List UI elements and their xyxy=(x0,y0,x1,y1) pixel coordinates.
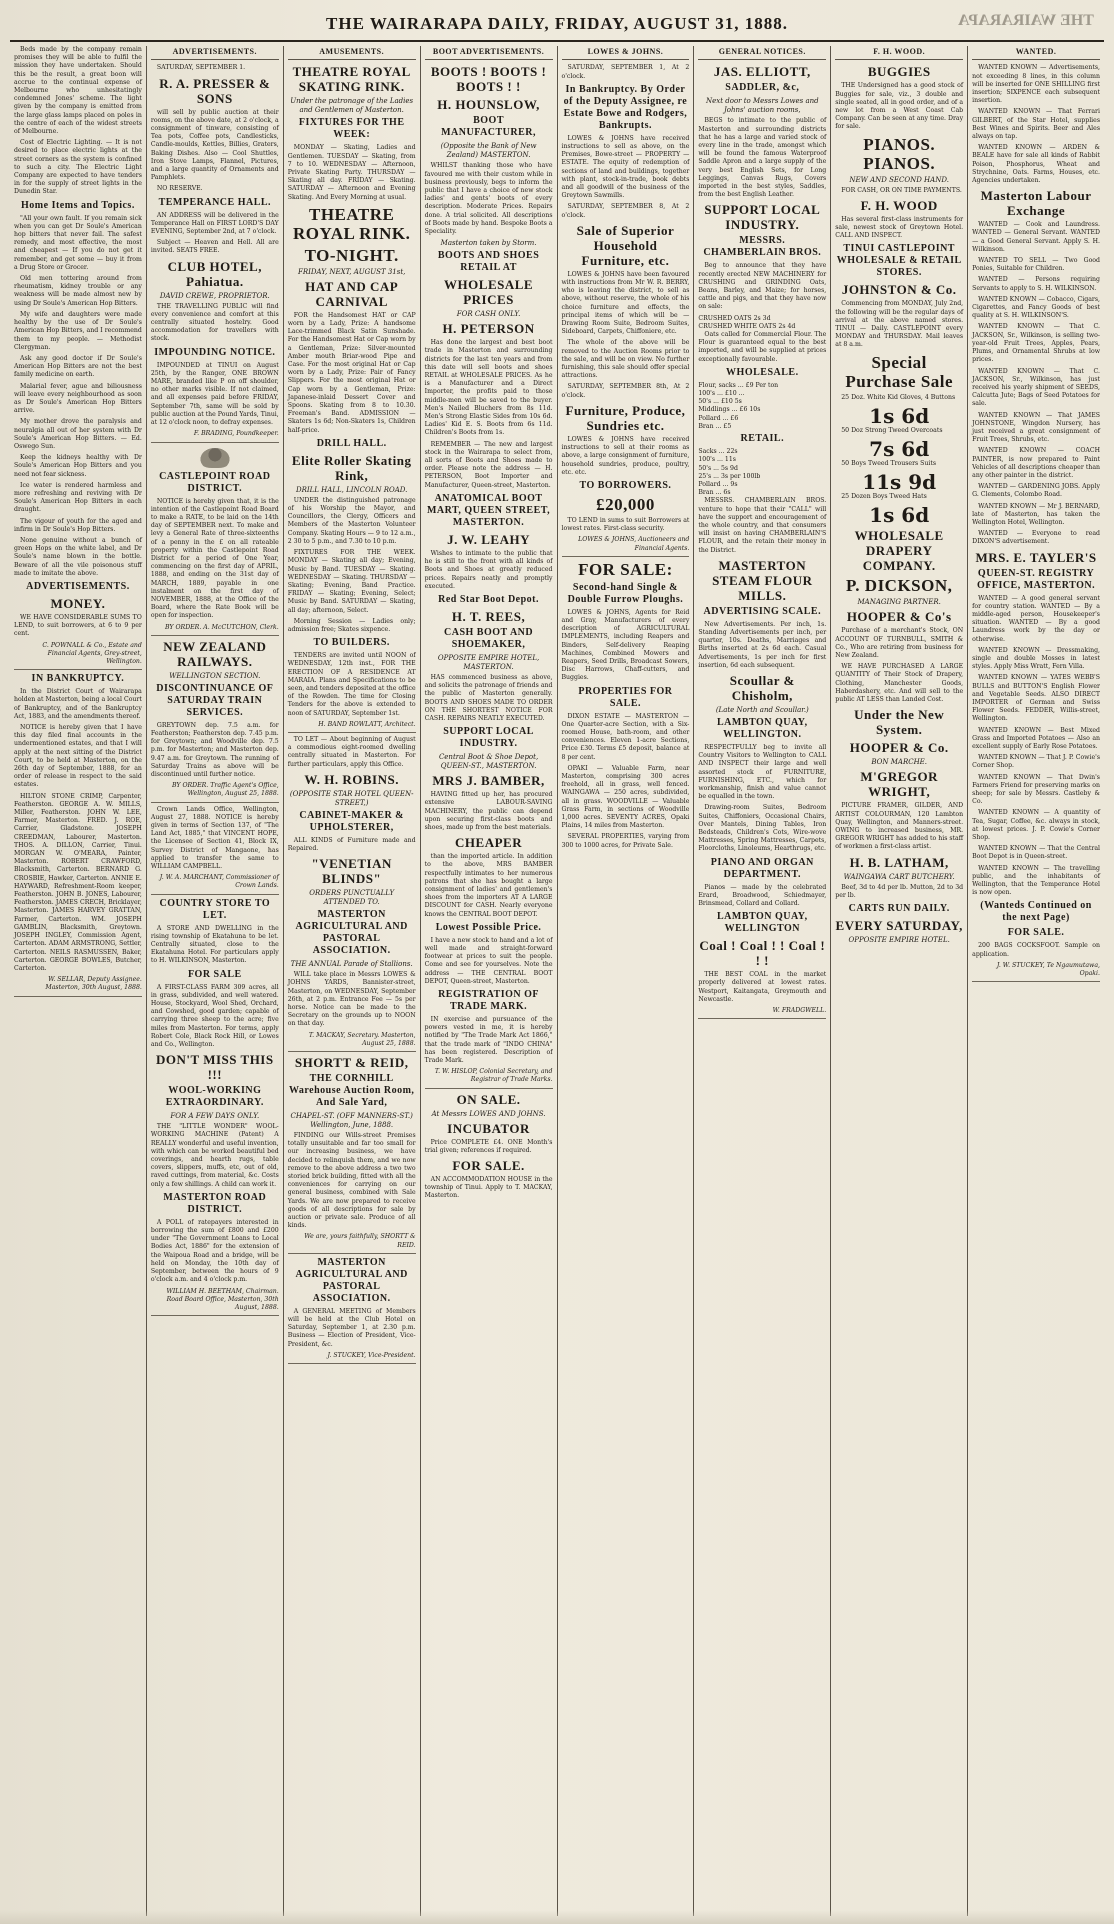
ad-heading: TEMPERANCE HALL. xyxy=(158,196,272,208)
article-paragraph: My mother drove the paralysis and neuralgia all out of her system with Dr Soule's American Hop Bitters. — Ed. Oswego Sun. xyxy=(14,418,142,450)
article-paragraph: The vigour of youth for the aged and infirm in Dr Soule's Hop Bitters. xyxy=(14,517,142,533)
price-line: CRUSHED WHITE OATS 2s 4d xyxy=(698,322,796,330)
ad-heading: TO BORROWERS. xyxy=(579,479,672,491)
article-paragraph: BEGS to intimate to the public of Masterton and surrounding districts that he has a large and varied stock of every line in the trade, amongst which will be found the famous Waterproof Saddle Apron and a large supply of the very best English Sets, for Long Leggings, Canvas Rugs, Covers imported in the best styles, Saddles, from the best English Leather. xyxy=(698,117,827,199)
ad-heading: £20,000 xyxy=(596,494,655,514)
article-paragraph: LOWES & JOHNS have been favoured with instructions from Mr W. R. BERRY, who is leaving the district, to sell as above, without reserve, the whole of his choice furniture and effects, the principal items of which will be — Drawing Room Suite, Bedroom Suites, Sideboard, Carpets, Chiffoniere, etc. xyxy=(561,270,690,336)
newspaper-column xyxy=(558,46,695,1916)
article-paragraph: FOR CASH, OR ON TIME PAYMENTS. xyxy=(841,186,962,194)
ad-divider xyxy=(14,996,142,997)
ad-signature: LOWES & JOHNS, Auctioneers and Financial Agents. xyxy=(578,536,690,552)
article-paragraph: IMPOUNDED at TINUI on August 25th, by the Ranger, ONE BROWN MARE, branded like P on off shoulder, no other marks visible. If not claimed, and all expenses paid before FRIDAY, September 7th, same will be sold by public auction at the Pound Yards, Tinui, at 12 o'clock noon, to defray expenses. xyxy=(150,361,279,427)
ad-heading: FOR SALE: xyxy=(578,559,673,579)
ad-heading: FOR SALE. xyxy=(452,1158,525,1174)
article-paragraph: Wishes to intimate to the public that he is still to the front with all kinds of Boots and Shoes at greatly reduced prices. Repairs neatly and promptly executed. xyxy=(424,549,553,590)
article-paragraph: Crown Lands Office, Wellington, August 27, 1888. NOTICE is hereby given in terms of Section 137, of "The Land Act, 1885," that VINCENT HOPE, the Licensee of Section 41, Block IX, Survey District of Mangaone, has applied to transfer the same to WILLIAM CAMPBELL. xyxy=(150,805,279,870)
ad-heading: MASTERTON STEAM FLOUR MILLS. xyxy=(712,557,813,603)
article-paragraph: LOWES & JOHNS have received instructions to sell at their rooms as above, a large consignment of furniture, household sundries, produce, poultry, etc. etc. xyxy=(561,435,690,476)
ad-heading: THEATRE ROYAL RINK. xyxy=(293,204,411,243)
article-paragraph: Drawing-room Suites, Bedroom Suites, Chiffoniers, Occasional Chairs, Over Mantels, Dining Tables, Iron Bedsteads, Children's Cots, Wire-wove Mattresses, Spring Mattresses, Carpets, Floorcloths, Linoleums, Hearthrugs, etc. xyxy=(698,804,827,853)
ad-subheading: Central Boot & Shoe Depot, QUEEN-ST., MASTERTON. xyxy=(438,753,539,771)
article-paragraph: Purchase of a merchant's Stock, ON ACCOUNT OF TURNBULL, SMITH & Co., Who are retiring from business for New Zealand. xyxy=(835,627,964,660)
ad-signature: T. W. HISLOP, Colonial Secretary, and Registrar of Trade Marks. xyxy=(434,1068,553,1084)
ad-divider xyxy=(288,1253,416,1254)
price-figure: 7s 6d xyxy=(869,437,930,462)
ad-divider xyxy=(288,1051,416,1052)
article-paragraph: UNDER the distinguished patronage of his Worship the Mayor, and Councillors, the Clergy, Officers and Members of the Masterton Volunteer Company. Skating Hours — 9 to 12 a.m., 2 30 to 5 p.m., and 7.30 to 10 p.m. xyxy=(287,496,416,545)
article-paragraph: WANTED KNOWN — Mr J. BERNARD, late of Masterton, has taken the Wellington Hotel, Wellington. xyxy=(972,502,1100,526)
article-paragraph: Beds made by the company remain promises they will be able to fulfil the mission they have undertaken. Should this be the result, a great boon will accrue to the continual expense of Melbourne who unhesitatingly condemned Jones' scheme. The light given by the company is emitted from the large glass lamps placed on poles in the centre of each of the widest streets of Melbourne. xyxy=(14,46,142,136)
article-paragraph: The whole of the above will be removed to the Auction Rooms prior to the sale, and will be on view. No further furnishing, this sale should offer special attractions. xyxy=(561,339,690,380)
article-paragraph: 200 BAGS COCKSFOOT. Sample on application. xyxy=(972,942,1100,958)
article-paragraph: TENDERS are invited until NOON of WEDNESDAY, 12th inst., FOR THE ERECTION OF A RESIDENCE AT MARAIA. Plans and Specifications to be seen, and tenders deposited at the office of the Rowden. The time for Closing Tenders for the above is extended to noon of SATURDAY, September 1st. xyxy=(287,652,416,717)
ad-heading: In Bankruptcy. By Order of the Deputy Assignee, re Estate Bowe and Rodgers, Bankrupts. xyxy=(563,83,688,131)
columns-container xyxy=(10,46,1104,1916)
ad-heading: MASTERTON AGRICULTURAL AND PASTORAL ASSOCIATION. xyxy=(295,1256,408,1304)
column-heading: ADVERTISEMENTS. xyxy=(151,46,279,60)
ad-heading: Lowest Possible Price. xyxy=(435,921,542,933)
article-paragraph: HAVING fitted up her, has procured extensive LABOUR-SAVING MACHINERY, the public can depend upon securing first-class boots and shoes, made up from the best materials. xyxy=(424,791,553,831)
article-paragraph: WANTED KNOWN — Advertisements, not exceeding 8 lines, in this column will be inserted for ONE SHILLING first insertion; SIXPENCE each subsequent insertion. xyxy=(972,64,1100,105)
ad-heading: PROPERTIES FOR SALE. xyxy=(578,685,673,709)
ad-signature: C. POWNALL & Co., Estate and Financial Agents, Grey-street, Wellington. xyxy=(42,641,142,665)
ad-heading: TO-NIGHT. xyxy=(304,245,399,265)
ad-subheading: FOR CASH ONLY. xyxy=(456,310,521,319)
ad-heading: R. A. PRESSER & SONS xyxy=(159,75,271,106)
ad-subheading: NEW AND SECOND HAND. xyxy=(849,175,949,184)
ad-subheading: Masterton taken by Storm. xyxy=(440,239,537,248)
ad-heading: Home Items and Topics. xyxy=(21,199,135,211)
price-line: Bran ... 6s xyxy=(698,489,731,497)
ad-heading: WOOL-WORKING EXTRAORDINARY. xyxy=(165,1085,264,1109)
ad-subheading: FRIDAY, NEXT, AUGUST 31st, xyxy=(297,267,406,276)
ad-heading: SADDLER, &c, xyxy=(725,82,800,94)
article-paragraph: AN ACCOMMODATION HOUSE in the township of Tinui. Apply to T. MACKAY, Masterton. xyxy=(424,1176,553,1200)
ad-heading: PIANOS. PIANOS. xyxy=(863,134,936,173)
ad-heading: TINUI CASTLEPOINT WHOLESALE & RETAIL STORES. xyxy=(836,243,962,279)
ad-heading: Special Purchase Sale xyxy=(845,352,954,391)
article-paragraph: Subject — Heaven and Hell. All are invited. SEATS FREE. xyxy=(150,239,279,255)
ad-signature: W. FRADGWELL. xyxy=(772,1007,827,1015)
ad-heading: IN BANKRUPTCY. xyxy=(31,673,125,685)
article-paragraph: FINDING our Wills-street Premises totally unsuitable and far too small for our increasing business, we have decided to relinquish them, and we now remove to the above address a two two storied brick building, fitted with all the conveniences for carrying on our general business, combined with Sale Yards. We are now prepared to receive goods of all descriptions for sale by auction or private sale. Produce of all kinds. xyxy=(287,1132,416,1230)
ad-heading: REGISTRATION OF TRADE MARK. xyxy=(438,988,540,1012)
article-paragraph: TO LET — About beginning of August a commodious eight-roomed dwelling centrally situated in Masterton. For further particulars, apply this Office. xyxy=(287,735,416,768)
ad-subheading: DRILL HALL, LINCOLN ROAD. xyxy=(296,485,408,494)
ad-heading: Red Star Boot Depot. xyxy=(438,593,540,605)
ad-subheading: CHAPEL-ST. (OFF MANNERS-ST.) Wellington, June, 1888. xyxy=(290,1112,413,1129)
newspaper-column xyxy=(284,46,421,1916)
ad-heading: DRILL HALL. xyxy=(316,437,387,449)
article-paragraph: WANTED KNOWN — A quantity of Tea, Sugar, Coffee, &c. always in stock, at lowest prices. J. P. Cowie's Corner Shop. xyxy=(972,809,1100,842)
article-paragraph: Malarial fever, ague and biliousness will leave every neighbourhood as soon as Dr Soule's American Hop Bitters arrive. xyxy=(14,382,142,415)
ad-heading: H. PETERSON xyxy=(442,321,535,337)
article-paragraph: Has done the largest and best boot trade in Masterton and surrounding districts for the last ten years and from this date will sell boots and shoes RETAIL at WHOLESALE PRICES. As he is a Manufacturer and a Direct Importer, the profits paid to those middle-men will be saved to the buyer. Men's Nailed Bluchers from 8s 11d. Men's Strong Elastic Sides from 10s 6d. Ladies' Kid E. S. Boots from 6s 11d. Children's Boots from 1s. xyxy=(424,339,553,437)
ad-heading: CARTS RUN DAILY. xyxy=(848,902,950,914)
ad-divider xyxy=(972,981,1100,982)
ad-heading: J. W. LEAHY xyxy=(447,531,530,547)
article-paragraph: My wife and daughters were made healthy by the use of Dr Soule's American Hop Bitters, and I recommend them to my people. — Methodist Clergyman. xyxy=(14,310,142,351)
article-paragraph: None genuine without a bunch of green Hops on the white label, and Dr Soule's name blown in the bottle. Beware of all the vile poisonous stuff made to imitate the above. xyxy=(14,536,142,577)
ad-heading: Masterton Labour Exchange xyxy=(980,188,1092,219)
article-paragraph: "All your own fault. If you remain sick when you can get Dr Soule's American hop bitters that never fail. The safest remedy, and most effective, the most and cheapest — If you do not get it remember, and get some — buy it from a Drug Store or Grocer. xyxy=(14,214,142,271)
article-paragraph: Beg to announce that they have recently erected NEW MACHINERY for CRUSHING and GRINDING Oats, Beans, Barley, and Maize; for horses, cattle and pigs, and that they have now on sale: xyxy=(698,262,827,311)
article-paragraph: WANTED — Everyone to read DIXON'S advertisement. xyxy=(972,530,1100,546)
ad-heading: BUGGIES xyxy=(867,64,931,80)
ad-subheading: MANAGING PARTNER. xyxy=(857,598,941,607)
article-paragraph: WE HAVE CONSIDERABLE SUMS TO LEND, to suit borrowers, at 6 to 9 per cent. xyxy=(14,613,142,638)
article-paragraph: FOR the Handsomest HAT or CAP worn by a Lady, Prize: A handsome Lace-trimmed Black Satin Sunshade. For the Handsomest Hat or Cap worn by a Gentleman, Prize: Silver-mounted Amber mouth Briar-wood Pipe and Case. For the most original Hat or Cap worn by a Lady, Prize: Pair of Fancy Slippers. For the most original Hat or Cap worn by a Gentleman, Prize: Japanese-inlaid Dessert Cover and Spoons. Skating from 8 to 10.30. Freeman's Band. ADMISSION — Skaters 1s 6d; Non-Skaters 1s, Children half-price. xyxy=(287,311,416,434)
ad-heading: BOOT MANUFACTURER, xyxy=(441,115,537,139)
article-paragraph: Oats called for Commercial Flour. The Flour is guaranteed equal to the best imported, and will be supplied at prices exceptionally favourable. xyxy=(698,331,827,363)
article-paragraph: 50 Boys Tweed Trousers Suits xyxy=(841,460,937,468)
article-paragraph: LOWES & JOHNS have received instructions to sell as above, on the Premises, Bowe-street — PROPERTY — ESTATE. The equity of redemption of sections of land and buildings, together with plant, stock-in-trade, book debts and all goodwill of the business of the Greytown Sawmills. xyxy=(561,134,690,200)
ad-subheading: DAVID CREWE, PROPRIETOR. xyxy=(159,291,270,300)
article-paragraph: WANTED KNOWN — That Ferrari GILBERT, of the Star Hotel, supplies Best Wines and Spirits. Beer and Ales always on tap. xyxy=(972,108,1100,141)
ad-heading: FOR SALE. xyxy=(1007,927,1065,939)
price-line: Pollard ... £6 xyxy=(698,414,739,422)
price-line: 25's ... 3s per 100lb xyxy=(698,472,761,480)
column-heading: WANTED. xyxy=(972,46,1100,60)
ad-heading: MASTERTON ROAD DISTRICT. xyxy=(163,1191,267,1215)
ad-heading: H. T. REES, xyxy=(451,608,526,624)
ad-heading: WHOLESALE DRAPERY COMPANY. xyxy=(854,528,944,574)
ad-heading: CABINET-MAKER & UPHOLSTERER, xyxy=(299,809,404,833)
article-paragraph: WANTED TO SELL — Two Good Ponies, Suitable for Children. xyxy=(972,257,1100,273)
ad-signature: T. MACKAY, Secretary. Masterton, August 25, 1888. xyxy=(308,1031,416,1047)
ad-subheading: OPPOSITE EMPIRE HOTEL, MASTERTON. xyxy=(437,653,540,671)
ad-subheading: (Opposite the Bank of New Zealand) MASTERTON. xyxy=(440,142,537,160)
ad-heading: RETAIL. xyxy=(740,433,785,445)
ad-heading: ADVERTISEMENTS. xyxy=(26,580,130,592)
ad-heading: QUEEN-ST. REGISTRY OFFICE, MASTERTON. xyxy=(976,567,1096,591)
article-paragraph: WANTED KNOWN — That the Central Boot Depot is in Queen-street. xyxy=(972,845,1100,861)
newspaper-column xyxy=(147,46,284,1916)
article-paragraph: THE Undersigned has a good stock of Buggies for sale, viz., 3 double and single seated, all in good order, and of a new lot from a West Coast Cab Company. Can be seen at any time. Dray for sale. xyxy=(835,82,964,131)
article-paragraph: Morning Session — Ladies only; admission free; Skates sixpence. xyxy=(287,617,416,633)
ad-heading: ADVERTISING SCALE. xyxy=(703,605,822,617)
ad-divider xyxy=(425,1088,553,1089)
ad-heading: Coal ! Coal ! ! Coal ! ! ! xyxy=(699,938,826,969)
ad-heading: IMPOUNDING NOTICE. xyxy=(154,346,276,358)
ad-heading: Second-hand Single & Double Furrow Ploughs. xyxy=(567,581,684,605)
ad-heading: JOHNSTON & Co. xyxy=(841,282,957,298)
article-paragraph: WE HAVE PURCHASED A LARGE QUANTITY of Their Stock of Drapery, Clothing, Manchester Goods, Haberdashery, etc. And will sell to the public AT LESS than Landed Cost. xyxy=(835,663,964,704)
ad-heading: DISCONTINUANCE OF SATURDAY TRAIN SERVICES. xyxy=(156,682,274,718)
ad-heading: THEATRE ROYAL SKATING RINK. xyxy=(292,64,411,95)
ad-divider xyxy=(151,894,279,895)
article-paragraph: NO RESERVE. xyxy=(156,185,203,193)
article-paragraph: WANTED — Cook and Laundress. WANTED — General Servant. WANTED — a Good General Servant. Apply S. H. Wilkinson. xyxy=(972,221,1100,253)
article-paragraph: OPAKI — Valuable Farm, near Masterton, comprising 300 acres freehold, all in grass, well fenced. WAINGAWA — 250 acres, subdivided, all in grass. WOODVILLE — Valuable Grass Farm, in sections of Woodville 1,000 acres. SEVENTY ACRES, Opaki Plains, 14 miles from Masterton. xyxy=(561,764,690,830)
ad-heading: P. DICKSON, xyxy=(845,576,953,596)
article-paragraph: IN exercise and pursuance of the powers vested in me, it is hereby notified by "The Trade Mark Act 1866," that the trade mark of "INDO CHINA" has been registered. Description of Trade Mark. xyxy=(424,1015,553,1064)
ad-signature: W. SELLAR, Deputy Assignee. Masterton, 30th August, 1888. xyxy=(45,976,142,992)
ad-subheading: OPPOSITE EMPIRE HOTEL. xyxy=(848,935,950,944)
ad-divider xyxy=(151,1315,279,1316)
ad-heading: TO BUILDERS. xyxy=(313,637,390,649)
ad-subheading: WAINGAWA CART BUTCHERY. xyxy=(843,872,955,881)
article-paragraph: Commencing from MONDAY, July 2nd, the following will be the regular days of arrival at the above named stores. TINUI — Daily. CASTLEPOINT every MONDAY and THURSDAY. Mail leaves at 8 a.m. xyxy=(835,300,964,349)
ad-heading: BOOTS AND SHOES RETAIL AT xyxy=(437,250,540,274)
ad-heading: MONEY. xyxy=(50,595,106,611)
ad-heading: FIXTURES FOR THE WEEK: xyxy=(298,117,405,141)
ad-signature: J. W. STUCKEY, Te Ngaumutawa, Opaki. xyxy=(996,961,1100,978)
ad-divider xyxy=(288,732,416,733)
price-line: Pollard ... 9s xyxy=(698,480,738,488)
ad-heading: PIANO AND ORGAN DEPARTMENT. xyxy=(710,856,814,880)
article-paragraph: A GENERAL MEETING of Members will be held at the Club Hotel on Saturday, September 1, at 2.30 p.m. Business — Election of President, Vice-President, &c. xyxy=(287,1307,416,1348)
ad-heading: M'GREGOR WRIGHT, xyxy=(860,769,939,800)
price-line: 50's ... £10 5s xyxy=(698,398,742,406)
article-paragraph: 25 Doz. White Kid Gloves, 4 Buttons xyxy=(841,393,956,401)
ad-subheading: BON MARCHE. xyxy=(871,758,928,767)
ad-heading: WHOLESALE. xyxy=(726,366,799,378)
mirrored-bleed-text: THE WAIRARAPA xyxy=(958,12,1094,29)
ad-heading: CHEAPER xyxy=(455,835,523,851)
newspaper-column xyxy=(421,46,558,1916)
ad-heading: EVERY SATURDAY, xyxy=(835,917,963,933)
article-paragraph: HAS commenced business as above, and solicits the patronage of friends and the public of Masterton generally. BOOTS AND SHOES MADE TO ORDER ON THE SHORTEST NOTICE FOR CASH. REPAIRS NEATLY EXECUTED. xyxy=(424,673,553,722)
ad-heading: INCUBATOR xyxy=(447,1120,530,1136)
ad-subheading: WELLINGTON SECTION. xyxy=(169,671,261,680)
ad-subheading: ORDERS PUNCTUALLY ATTENDED TO. xyxy=(309,889,395,907)
article-paragraph: SATURDAY, SEPTEMBER 8, At 2 o'clock. xyxy=(561,203,690,219)
article-paragraph: Pianos — made by the celebrated Erard, Broadwood, Schiedmayer, Brinsmead, Collard and Collard. xyxy=(698,883,827,907)
article-paragraph: Old men tottering around from rheumatism, kidney trouble or any weakness will be made almost new by using Dr Soule's American Hop Bitters. xyxy=(14,275,142,307)
article-paragraph: WANTED KNOWN — That Dwin's Farmers Friend for preserving marks on sheep; for sale by Messrs. Castleby & Co. xyxy=(972,773,1100,806)
price-figure: 1s 6d xyxy=(869,503,930,528)
column-heading: BOOT ADVERTISEMENTS. xyxy=(425,46,553,60)
article-paragraph: SEVERAL PROPERTIES, varying from 300 to 1000 acres, for Private Sale. xyxy=(561,833,690,849)
page-edge xyxy=(0,1910,1114,1924)
article-paragraph: A STORE AND DWELLING in the rising township of Ekatahuna to be let. Centrally situated, close to the Ekatahuna Hotel. For particulars apply to H. WILKINSON, Masterton. xyxy=(150,924,279,965)
price-line: Sacks ... 22s xyxy=(698,448,738,456)
ad-divider xyxy=(151,635,279,636)
article-paragraph: SATURDAY, SEPTEMBER 1. xyxy=(156,64,246,72)
article-paragraph: WILL take place in Messrs LOWES & JOHNS YARDS, Bannister-street, Masterton, on WEDNESDAY, September 26th, at 2 p.m. Entrance Fee — 5s per horse. Notice can be made to the Secretary on the grounds up to NOON on that day. xyxy=(287,971,416,1028)
article-paragraph: MONDAY — Skating, Ladies and Gentlemen. TUESDAY — Skating, from 7 to 10. WEDNESDAY — Afternoon, Private Skating Party. THURSDAY — Skating all day. FRIDAY — Skating. SATURDAY — Afternoon and Evening Skating. And Every Morning at usual. xyxy=(287,144,416,201)
ad-divider xyxy=(562,556,690,557)
ad-heading: H. B. LATHAM, xyxy=(849,854,949,870)
article-paragraph: Has several first-class instruments for sale, newest stock of Greytown Hotel. CALL AND INSPECT. xyxy=(835,215,964,240)
article-paragraph: WANTED KNOWN — Best Mixed Grass and Imported Potatoes — Also an excellent supply of Early Rose Potatoes. xyxy=(972,726,1100,751)
column-heading: LOWES & JOHNS. xyxy=(562,46,690,60)
ad-divider xyxy=(698,1018,826,1019)
column-heading: F. H. WOOD. xyxy=(835,46,963,60)
article-paragraph: WANTED KNOWN — Dressmaking, single and double Mosses in latest styles. Apply Miss Wratt, Fern Villa. xyxy=(972,646,1100,671)
article-paragraph: WANTED KNOWN — That C. JACKSON, Sr., Wilkinson, has just received his yearly shipment of SEEDS, Calcutta Jute; Bags of Seed Potatoes for sale. xyxy=(972,367,1100,408)
article-paragraph: HILTON STONE CRIMP, Carpenter, Featherston. GEORGE A. W. MILLS, Miller, Featherston. JOHN W. LEE, Farmer, Masterton. FRED. J. ROE, Carrier, Gladstone. JOSEPH CREEDMAN, Labourer, Masterton. THOS. A. DILLON, Carrier, Tinui. MORGAN W. O'MEARA, Painter, Masterton. ROBERT CRAWFORD, Blacksmith, Carterton. BERNARD G. CROSBIE, Hawker, Carterton. ANNIE E. HAYWARD, Refreshment-Room keeper, Featherston. JOHN B. JONES, Labourer, Featherston. JAMES CRECH, Bricklayer, Masterton. JAMES HARVEY GRATTAN, Farmer, Carterton. WM. JOSEPH GAMBLIN, Blacksmith, Greytown. JOSEPH INGLEY, Commission Agent, Carterton. ADAM ARMSTRONG, Settler, Carterton. NEILS RASMUSSEN, Baker, Carterton. GEORGE BOWLES, Butcher, Carterton. xyxy=(14,792,142,972)
newspaper-column xyxy=(968,46,1104,1916)
ad-heading: WHOLESALE PRICES xyxy=(444,277,534,308)
article-paragraph: AN ADDRESS will be delivered in the Temperance Hall on FIRST LORD'S DAY EVENING, September 2nd, at 7 o'clock. xyxy=(150,211,279,236)
price-line: Bran ... £5 xyxy=(698,422,732,430)
paper-title: THE WAIRARAPA DAILY, FRIDAY, AUGUST 31, 1888. xyxy=(326,14,788,33)
article-paragraph: DIXON ESTATE — MASTERTON — One Quarter-acre Section, with a Six-roomed House, bath-room, and other conveniences. Eleven 1-acre Sections, Price £30. Terms £5 deposit, balance at 8 per cent. xyxy=(561,712,690,761)
ad-heading: Under the New System. xyxy=(854,707,945,738)
ad-signature: H. BAND ROWLATT, Architect. xyxy=(318,720,416,728)
article-paragraph: than the imported article. In addition to the above, MRS BAMBER respectfully intimates to her numerous patrons that she has bought a large consignment of ladies' and gentlemen's shoes from the importers AT A LARGE DISCOUNT for CASH. Nearly everyone knows the CENTRAL BOOT DEPOT. xyxy=(424,853,553,918)
article-paragraph: Cost of Electric Lighting. — It is not desired to place electric lights at the street corners as the system is confined to such a city. The Electric Light Company are expected to have tenders in for the supply of street lights in the Dunedin Star. xyxy=(14,139,142,196)
price-line: Flour, sacks ... £9 Per ton xyxy=(698,381,779,389)
article-paragraph: WANTED KNOWN — That JAMES JOHNSTONE, Wingdon Nursery, has just received a great consignment of Fruit Trees, Shrubs, etc. xyxy=(972,411,1100,444)
ad-signature: J. W. A. MARCHANT, Commissioner of Crown Lands. xyxy=(159,874,279,890)
price-line: 50's ... 5s 9d xyxy=(698,464,738,472)
ad-subheading: FOR A FEW DAYS ONLY. xyxy=(170,1112,260,1121)
ad-heading: FOR SALE xyxy=(187,968,242,980)
article-paragraph: A POLL of ratepayers interested in borrowing the sum of £800 and £200 under "The Government Loans to Local Bodies Act, 1886" for the extension of the Waipoua Road and a bridge, will be held on Monday, the 10th day of September, between the hours of 9 o'clock a.m. and 4 o'clock p.m. xyxy=(150,1218,279,1284)
article-paragraph: THE TRAVELLING PUBLIC will find every convenience and comfort at this centrally situated hostelry. Good accommodation for travellers with stock. xyxy=(150,302,279,343)
ad-heading: COUNTRY STORE TO LET. xyxy=(159,897,271,921)
newspaper-column xyxy=(831,46,968,1916)
article-paragraph: WANTED KNOWN — COACH PAINTER, is now prepared to Paint Vehicles of all descriptions cheaper than any other painter in the district. xyxy=(972,447,1100,479)
article-paragraph: NOTICE is hereby given that I have this day filed final accounts in the undermentioned estates, and that I will apply at the next sitting of the District Court, to be held at Masterton, on the 26th day of September, 1888, for an order of release in respect to the said estates. xyxy=(14,724,142,789)
article-paragraph: WANTED KNOWN — That J. P. Cowie's Corner Shop. xyxy=(972,754,1100,770)
ad-heading: HOOPER & Co's xyxy=(846,609,952,625)
newspaper-column xyxy=(694,46,831,1916)
price-line: Middlings ... £6 10s xyxy=(698,406,761,414)
ad-heading: THE CORNHILL Warehouse Auction Room, And Sale Yard, xyxy=(288,1073,415,1108)
article-paragraph: WANTED KNOWN — That C. JACKSON, Sr., Wilkinson, is selling two-year-old Fruit Trees, Apples, Pears, Plums, and Ornamental Shrubs at low prices. xyxy=(972,323,1100,364)
article-paragraph: RESPECTFULLY beg to invite all Country Visitors to Wellington to CALL AND INSPECT their large and well assorted stock of FURNITURE, FURNISHING, ETC., which for workmanship, finish and value cannot be equalled in the town. xyxy=(698,743,827,801)
ad-heading: Elite Roller Skating Rink, xyxy=(291,452,412,483)
article-paragraph: I have a new stock to hand and a lot of well made and straight-forward footwear at prices to suit the people. Come and see for yourselves. Note the address — THE CENTRAL BOOT DEPOT, Queen-street, Masterton. xyxy=(424,936,553,985)
article-paragraph: ALL KINDS of Furniture made and Repaired. xyxy=(287,836,416,852)
ad-subheading: (Late North and Scoullar.) xyxy=(715,705,809,714)
ad-signature: F. BRADING, Poundkeeper. xyxy=(193,430,279,438)
article-paragraph: WANTED — GARDENING JOBS. Apply G. Clements, Colombo Road. xyxy=(972,483,1100,499)
column-heading: AMUSEMENTS. xyxy=(288,46,416,60)
price-line: CRUSHED OATS 2s 3d xyxy=(698,314,771,322)
ad-heading: MESSRS. CHAMBERLAIN BROS. xyxy=(703,235,822,259)
ad-heading: "VENETIAN BLINDS" xyxy=(311,856,392,887)
ad-heading: LAMBTON QUAY, WELLINGTON xyxy=(717,911,808,935)
price-line: 100's ... £10 ... xyxy=(698,390,745,398)
ad-heading: JAS. ELLIOTT, xyxy=(713,64,811,80)
article-paragraph: PICTURE FRAMER, GILDER, AND ARTIST COLOURMAN, 120 Lambton Quay, Wellington, and Manners-street. OWING to increased business, MR. GREGOR WRIGHT has added to his staff of workmen a first-class artist. xyxy=(835,802,964,851)
ad-heading: W. H. ROBINS. xyxy=(304,771,399,787)
ad-divider xyxy=(288,1363,416,1364)
ad-heading: (Wanteds Continued on the next Page) xyxy=(980,900,1092,924)
ad-subheading: Under the patronage of the Ladies and Gentlemen of Masterton. xyxy=(290,97,414,115)
ad-divider xyxy=(151,442,279,443)
ad-heading: CASTLEPOINT ROAD DISTRICT. xyxy=(159,470,271,494)
ad-divider xyxy=(151,802,279,803)
ad-heading: ON SALE. xyxy=(456,1091,521,1107)
ad-heading: MRS. E. TAYLER'S xyxy=(975,549,1097,565)
coat-of-arms-icon xyxy=(198,446,232,468)
ad-heading: SHORTT & REID, xyxy=(294,1055,409,1070)
price-figure: 11s 9d xyxy=(862,470,937,495)
ad-heading: HOOPER & Co. xyxy=(849,740,949,756)
ad-heading: SUPPORT LOCAL INDUSTRY. xyxy=(704,202,821,233)
article-paragraph: THE BEST COAL in the market properly delivered at lowest rates. Westport, Kaitangata, Greymouth and Newcastle. xyxy=(698,971,827,1003)
ad-heading: HAT AND CAP CARNIVAL xyxy=(305,278,399,309)
article-paragraph: WANTED KNOWN — Cobacco, Cigars, Cigarettes, and Fancy Goods of best quality at S. H. WILKINSON'S. xyxy=(972,295,1100,320)
ad-heading: CASH BOOT AND SHOEMAKER, xyxy=(444,626,534,650)
article-paragraph: WANTED KNOWN — YATES WEBB'S BULLS and BUTTON'S English Flower and Vegetable Seeds. ALSO DIRECT IMPORTER of German and Swiss Flower Seeds. FEDDER, Willis-street, Wellington. xyxy=(972,674,1100,723)
article-paragraph: will sell by public auction at their rooms, on the above date, at 2 o'clock, a consignment of tinware, consisting of Tea pots, Coffee pots, Candlesticks, Candle-moulds, Kettles, Billies, Graters, Baking Dishes. Also — Cool Shuttles, Iron Stove Lamps, Flannel, Pictures, and a large quantity of Ornaments and Pamphlets. xyxy=(150,108,279,182)
ad-signature: WILLIAM H. BEETHAM, Chairman. Road Board Office, Masterton, 30th August, 1888. xyxy=(166,1287,279,1311)
ad-heading: MASTERTON AGRICULTURAL AND PASTORAL ASSOCIATION. xyxy=(295,909,408,957)
ad-signature: J. STUCKEY, Vice-President. xyxy=(327,1351,416,1359)
article-paragraph: In the District Court of Wairarapa holden at Masterton, being a local Court of Bankruptcy, and of the Bankruptcy Act, 1883, and the amendments thereof. xyxy=(14,688,142,720)
ad-heading: ANATOMICAL BOOT MART, QUEEN STREET, MASTERTON. xyxy=(426,492,551,528)
ad-heading: MRS J. BAMBER, xyxy=(432,773,545,789)
newspaper-column xyxy=(10,46,147,1916)
article-paragraph: New Advertisements. Per inch, 1s. Standing Advertisements per inch, per quarter, 10s. Deaths, Marriages and Births inserted at 2s 6d each. Casual Advertisements, 1s per inch for first insertion, 6d each subsequent. xyxy=(698,620,827,669)
column-heading: GENERAL NOTICES. xyxy=(698,46,826,60)
ad-signature: BY ORDER. A. McCUTCHON, Clerk. xyxy=(164,623,279,631)
article-paragraph: Ask any good doctor if Dr Soule's American Hop Bitters are not the best family medicine on earth. xyxy=(14,354,142,379)
article-paragraph: WANTED KNOWN — The travelling public, and the inhabitants of Wellington, that the Temperance Hotel is now open. xyxy=(972,864,1100,897)
article-paragraph: 50 Doz Strong Tweed Overcoats xyxy=(841,426,943,434)
ad-heading: SUPPORT LOCAL INDUSTRY. xyxy=(443,726,534,750)
price-line: 100's ... 11s xyxy=(698,456,736,464)
ad-heading: F. H. WOOD xyxy=(860,197,938,213)
ad-heading: LAMBTON QUAY, WELLINGTON. xyxy=(717,716,808,740)
article-paragraph: WANTED — Persons requiring Servants to apply to S. H. WILKINSON. xyxy=(972,276,1100,292)
ad-heading: Furniture, Produce, Sundries etc. xyxy=(565,402,686,433)
ad-subheading: Next door to Messrs Lowes and Johns' auction rooms, xyxy=(706,97,819,115)
article-paragraph: TO LEND in sums to suit Borrowers at lowest rates. First-class security. xyxy=(561,516,690,533)
article-paragraph: SATURDAY, SEPTEMBER 1, At 2 o'clock. xyxy=(561,64,690,80)
ad-heading: CLUB HOTEL, Pahiatua. xyxy=(167,258,262,289)
ad-heading: Sale of Superior Household Furniture, etc. xyxy=(576,222,675,268)
ad-heading: BOOTS ! BOOTS ! BOOTS ! ! xyxy=(430,64,547,95)
article-paragraph: 25 Dozen Boys Tweed Hats xyxy=(841,493,927,501)
ad-subheading: THE ANNUAL Parade of Stallions. xyxy=(290,960,413,969)
masthead xyxy=(10,8,1104,42)
ad-heading: NEW ZEALAND RAILWAYS. xyxy=(163,638,267,669)
price-figure: 1s 6d xyxy=(869,403,930,428)
ad-heading: H. HOUNSLOW, xyxy=(437,97,540,113)
ad-subheading: (OPPOSITE STAR HOTEL QUEEN-STREET,) xyxy=(289,789,414,807)
article-paragraph: LOWES & JOHNS, Agents for Reid and Gray, Manufacturers of every description of AGRICULTURAL IMPLEMENTS, including Reapers and Binders, Self-delivery Reaping Machines, Combined Mowers and Reapers, Seed Drills, Broadcast Sowers, Disc Harrows, Chaff-cutters, and Buggies. xyxy=(561,608,690,682)
ad-heading: DON'T MISS THIS !!! xyxy=(156,1052,274,1083)
article-paragraph: Keep the kidneys healthy with Dr Soule's American Hop Bitters and you need not fear sickness. xyxy=(14,454,142,478)
article-paragraph: Price COMPLETE £4. ONE Month's trial given; references if required. xyxy=(424,1138,553,1154)
article-paragraph: NOTICE is hereby given that, it is the intention of the Castlepoint Road Board to make a RATE, to be laid on the 14th day of SEPTEMBER next. To make and levy a General Rate of three-sixteenths of a penny in the £ on all rateable property within the Castlepoint Road District for a period of One Year, commencing on the first day of APRIL, 1888, and ending on the 31st day of MARCH, 1889, payable in one instalment on the first day of NOVEMBER, 1888, at the Office of the Board, where the Rate Book will be open for inspection. xyxy=(150,497,279,620)
article-paragraph: THE "LITTLE WONDER" WOOL-WORKING MACHINE (Patent) A REALLY wonderful and useful invention, with which can be worked beautiful bed coverings, and hearth rugs, table covers, slippers, muffs, etc, out of old, raved cuttings, from material, &c. Costs only a few shillings. A child can work it. xyxy=(150,1123,279,1188)
article-paragraph: WHILST thanking those who have favoured me with their custom while in business previously, begs to inform the public that I have a choice of new stock ladies' and gents' boots of every description. Moderate Prices. Repairs done. A trial solicited. All descriptions of Boots made by hand. Bespoke Boots a Speciality. xyxy=(424,162,553,236)
article-paragraph: Beef, 3d to 4d per lb. Mutton, 2d to 3d per lb. xyxy=(835,883,964,899)
article-paragraph: WANTED — A good general servant for country station. WANTED — By a middle-aged person, Housekeeper's situation. WANTED — By a good Laundress work by the day or otherwise. xyxy=(972,594,1100,643)
article-paragraph: WANTED KNOWN — ARDEN & BEALE have for sale all kinds of Rabbit Poison, Phosphorus, Wheat and Strychnine, Oats. Farms, Houses, etc. Agencies undertaken. xyxy=(972,144,1100,185)
article-paragraph: A FIRST-CLASS FARM 309 acres, all in grass, subdivided, and well watered. House, Stockyard, Wool Shed, Orchard, and Cowshed, good garden; capable of carrying three sheep to the acre; five miles from Masterton. For terms, apply Robert Cole, Black Rock Hill, or Lowes and Co., Wellington. xyxy=(150,983,279,1049)
ad-heading: Scoullar & Chisholm, xyxy=(729,672,795,703)
article-paragraph: GREYTOWN dep. 7.5 a.m. for Featherston; Featherston dep. 7.45 p.m. for Greytown; and Woodville dep. 7.5 p.m. for Masterton; and Masterton dep. 9.47 a.m. for Greytown. The running of Saturday Trains as above will be discontinued until further notice. xyxy=(150,721,279,778)
article-paragraph: Ice water is rendered harmless and more refreshing and reviving with Dr Soule's American Hop Bitters in each draught. xyxy=(14,481,142,514)
article-paragraph: SATURDAY, SEPTEMBER 8th, At 2 o'clock. xyxy=(561,383,690,399)
article-paragraph: REMEMBER — The new and largest stock in the Wairarapa to select from, all sorts of Boots and Shoes made to order. Please note the address — H. PETERSON, Boot Importer and Manufacturer, Queen-street, Masterton. xyxy=(424,440,553,489)
ad-signature: We are, yours faithfully, SHORTT & REID. xyxy=(304,1233,416,1249)
article-paragraph: MESSRS. CHAMBERLAIN BROS. venture to hope that their "CALL" will have the support and encouragement of the whole country, and that consumers will insist on having CHAMBERLAIN'S FLOUR, and the retain their money in the District. xyxy=(698,497,827,554)
ad-divider xyxy=(14,669,142,670)
article-paragraph: FIXTURES FOR THE WEEK. MONDAY — Skating all day; Evening, Music by Band. TUESDAY — Skating. WEDNESDAY — Skating. THURSDAY — Skating; Evening, Band Practice. FRIDAY — Skating; Evening, Select; Music by Band. SATURDAY — Skating, all day; afternoon, Select. xyxy=(287,549,416,614)
ad-signature: BY ORDER. Traffic Agent's Office, Wellington, August 25, 1888. xyxy=(171,782,279,798)
ad-subheading: At Messrs LOWES AND JOHNS. xyxy=(431,1109,546,1118)
